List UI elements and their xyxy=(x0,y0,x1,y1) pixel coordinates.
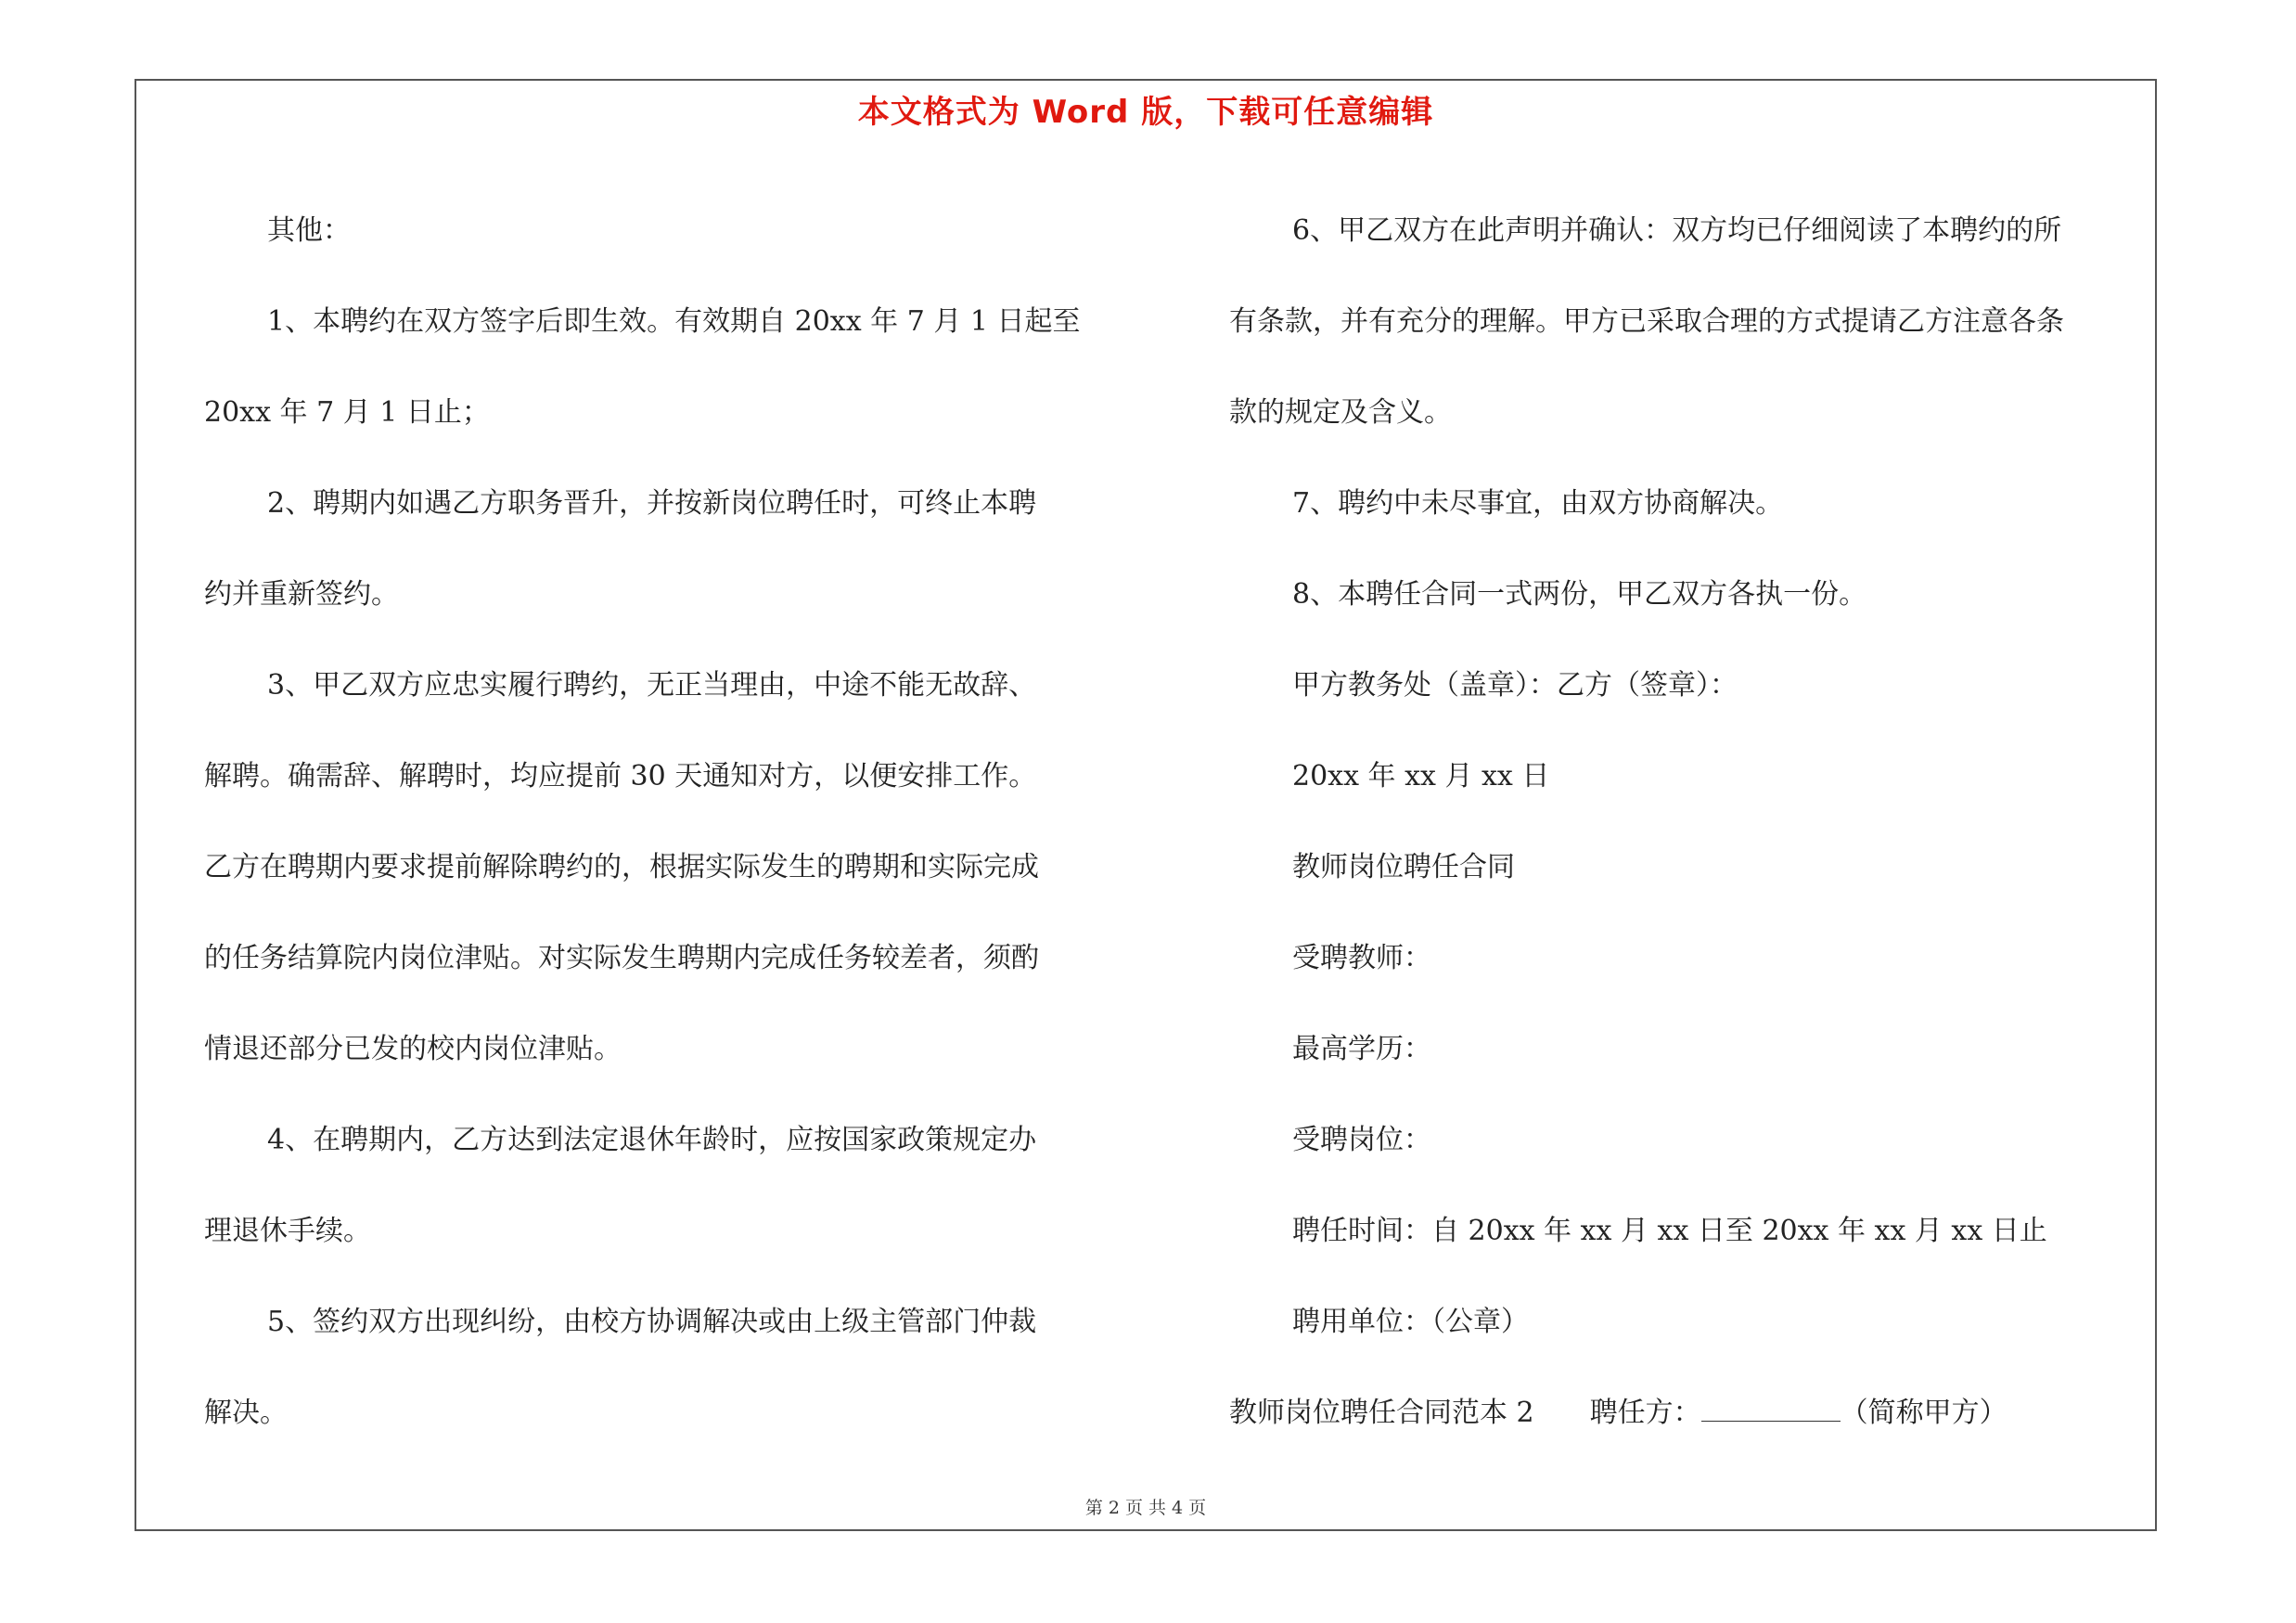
paragraph-line: 情退还部分已发的校内岗位津贴。 xyxy=(204,1033,622,1065)
paragraph-line: 教师岗位聘任合同 xyxy=(1292,851,1515,883)
paragraph-line: 有条款，并有充分的理解。甲方已采取合理的方式提请乙方注意各条 xyxy=(1229,305,2064,338)
paragraph-line: 受聘教师： xyxy=(1292,942,1431,974)
paragraph-line: 理退休手续。 xyxy=(204,1215,371,1247)
paragraph-line: 20xx 年 xx 月 xx 日 xyxy=(1292,760,1550,792)
employer-abbrev: （简称甲方） xyxy=(1840,1397,2007,1429)
paragraph-line: 款的规定及含义。 xyxy=(1229,396,1452,429)
page-number: 第 2 页 共 4 页 xyxy=(1084,1498,1207,1518)
paragraph-line: 3、甲乙双方应忠实履行聘约，无正当理由，中途不能无故辞、 xyxy=(267,669,1037,702)
sample-title: 教师岗位聘任合同范本 2 xyxy=(1229,1397,1534,1429)
paragraph-line: 5、签约双方出现纠纷，由校方协调解决或由上级主管部门仲裁 xyxy=(267,1306,1037,1338)
right-column xyxy=(1229,186,2157,1459)
paragraph-line: 解决。 xyxy=(204,1397,288,1429)
paragraph-line: 4、在聘期内，乙方达到法定退休年龄时，应按国家政策规定办 xyxy=(267,1124,1037,1156)
paragraph-line: 最高学历： xyxy=(1292,1033,1431,1065)
paragraph-line: 的任务结算院内岗位津贴。对实际发生聘期内完成任务较差者，须酌 xyxy=(204,942,1039,974)
paragraph-line: 甲方教务处（盖章）：乙方（签章）： xyxy=(1292,669,1738,702)
paragraph-line: 约并重新签约。 xyxy=(204,578,399,611)
paragraph-line: 解聘。确需辞、解聘时，均应提前 30 天通知对方，以便安排工作。 xyxy=(204,760,1037,792)
paragraph-line: 聘任时间：自 20xx 年 xx 月 xx 日至 20xx 年 xx 月 xx 日止 xyxy=(1292,1215,2047,1247)
left-column xyxy=(204,186,1146,1459)
paragraph-line: 20xx 年 7 月 1 日止； xyxy=(204,396,490,429)
paragraph-line: 乙方在聘期内要求提前解除聘约的，根据实际发生的聘期和实际完成 xyxy=(204,851,1039,883)
word-format-banner: 本文格式为 Word 版，下载可任意编辑 xyxy=(857,94,1434,131)
contract-sample-title-line xyxy=(1229,1368,2157,1459)
paragraph-line: 其他： xyxy=(267,214,351,247)
paragraph-line: 6、甲乙双方在此声明并确认：双方均已仔细阅读了本聘约的所 xyxy=(1292,214,2062,247)
paragraph-line: 聘用单位：（公章） xyxy=(1292,1306,1529,1338)
paragraph-line: 1、本聘约在双方签字后即生效。有效期自 20xx 年 7 月 1 日起至 xyxy=(267,305,1081,338)
employer-label: 聘任方： xyxy=(1589,1397,1701,1429)
paragraph-line: 2、聘期内如遇乙方职务晋升，并按新岗位聘任时，可终止本聘 xyxy=(267,487,1037,520)
paragraph-line: 8、本聘任合同一式两份，甲乙双方各执一份。 xyxy=(1292,578,1867,611)
paragraph-line: 7、聘约中未尽事宜，由双方协商解决。 xyxy=(1292,487,1784,520)
paragraph-line: 受聘岗位： xyxy=(1292,1124,1431,1156)
employer-blank xyxy=(1701,1397,1841,1422)
